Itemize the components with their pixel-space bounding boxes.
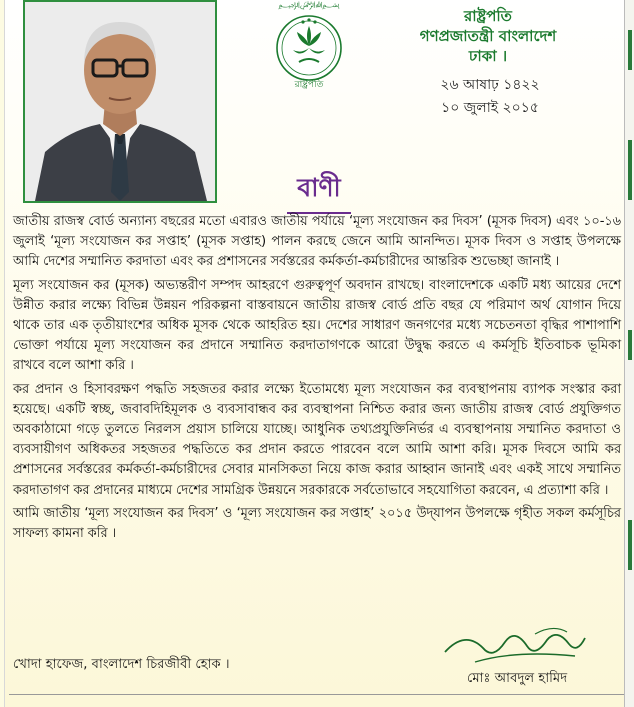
paragraph: আমি জাতীয় ‘মূল্য সংযোজন কর দিবস’ ও ‘মূল্য সংযোজন কর সপ্তাহ’ ২০১৫ উদ্‌যাপন উপলক্ষে গৃহীত সকল কর্মসূচির সাফল্য কামনা করি ।: [13, 505, 621, 542]
signer-name: মোঃ আবদুল হামিদ: [467, 671, 568, 686]
office-line: গণপ্রজাতন্ত্রী বাংলাদেশ: [419, 27, 557, 45]
svg-text:﷽: ﷽: [278, 0, 340, 9]
message-page: [4, 0, 626, 707]
emblem-caption: রাষ্ট্রপতি: [294, 80, 324, 90]
message-dates: [385, 74, 595, 120]
presidential-emblem: [271, 0, 347, 90]
message-body: [13, 212, 621, 547]
portrait-image: [25, 2, 215, 201]
date-bangla: ২৬ আষাঢ় ১৪২২: [440, 77, 540, 93]
message-title: বাণী: [287, 168, 351, 214]
issuing-office: [383, 6, 593, 66]
office-line: রাষ্ট্রপতি: [464, 7, 512, 25]
closing-line: খোদা হাফেজ, বাংলাদেশ চিরজীবী হোক ।: [13, 657, 230, 672]
paragraph: মূল্য সংযোজন কর (মূসক) অভ্যন্তরীণ সম্পদ আহরণে গুরুত্বপূর্ণ অবদান রাখছে। বাংলাদেশকে একটি মধ্য আয়ের দেশে উন্নীত করার লক্ষ্যে বিভিন্ন উন্নয়ন পরিকল্পনা বাস্তবায়নে জাতীয় রাজস্ব বোর্ড প্রতি বছর যে পরিমাণ অর্থ যোগান দিয়ে থাকে তার এক তৃতীয়াংশের অধিক মূসক থেকে আহরিত হয়। দেশের সাধারণ জনগণের মধ্যে সচেতনতা বৃদ্ধির পাশাপাশি ভোক্তা পর্যায়ে মূল্য সংযোজন কর প্রদানে সম্মানিত করদাতাগণকে আরো উদ্বুদ্ধ করতে এ কর্মসূচি ইতিবাচক ভূমিকা রাখবে বলে আশা করি ।: [13, 277, 621, 374]
paragraph: কর প্রদান ও হিসাবরক্ষণ পদ্ধতি সহজতর করার লক্ষ্যে ইতোমধ্যে মূল্য সংযোজন কর ব্যবস্থাপনায় ব্যাপক সংস্কার করা হয়েছে। একটি স্বচ্ছ, জবাবদিহিমূলক ও ব্যবসাবান্ধব কর ব্যবস্থাপনা নিশ্চিত করার জন্য জাতীয় রাজস্ব বোর্ড প্রযুক্তিগত অবকাঠামো গড়ে তুলতে নিরলস প্রয়াস চালিয়ে যাচ্ছে। আধুনিক তথ্যপ্রযুক্তিনির্ভর এ ব্যবস্থাপনায় সম্মানিত করদাতা ও ব্যবসায়ীগণ অধিকতর সহজতর পদ্ধতিতে কর প্রদান করতে পারবেন বলে আমি আশা করি। মূসক দিবসে আমি কর প্রশাসনের সর্বস্তরের কর্মকর্তা-কর্মচারীদের সেবার মানসিকতা নিয়ে কাজ করার আহ্বান জানাই এবং একই সাথে সম্মানিত করদাতাগণ কর প্রদানের মাধ্যমে দেশের সামগ্রিক উন্নয়নে সরকারকে সর্বতোভাবে সহযোগিতা করবেন, এ প্রত্যাশা করি ।: [13, 381, 621, 498]
date-gregorian: ১০ জুলাই ২০১৫: [441, 100, 539, 116]
bottom-rule: [9, 694, 629, 695]
office-line: ঢাকা ।: [468, 47, 508, 65]
president-portrait: [23, 0, 217, 203]
page-edge-strip: [624, 0, 634, 707]
paragraph: জাতীয় রাজস্ব বোর্ড অন্যান্য বছরের মতো এবারও জাতীয় পর্যায়ে ‘মূল্য সংযোজন কর দিবস’ (মূসক দিবস) এবং ১০-১৬ জুলাই ‘মূল্য সংযোজন কর সপ্তাহ’ (মূসক সপ্তাহ) পালন করছে জেনে আমি আনন্দিত। মূসক দিবস ও সপ্তাহ উপলক্ষে আমি দেশের সম্মানিত করদাতা এবং কর প্রশাসনের সর্বস্তরের কর্মকর্তা-কর্মচারীদের আন্তরিক শুভেচ্ছা জানাই ।: [13, 214, 621, 270]
